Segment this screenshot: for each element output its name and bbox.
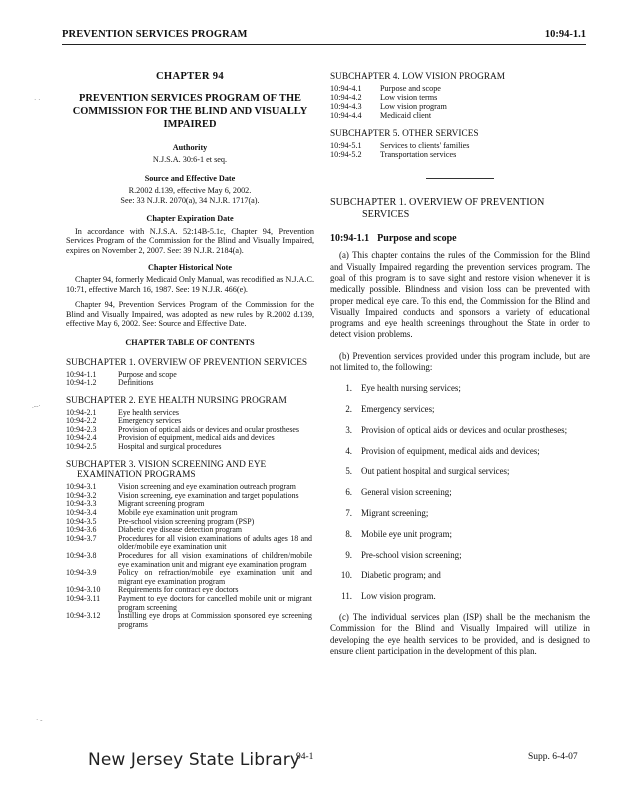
toc-entry-title: Vision screening, eye examination and target populations bbox=[118, 490, 299, 500]
toc-entry-number: 10:94-1.2 bbox=[66, 378, 97, 388]
toc-subchapter-4-heading: SUBCHAPTER 4. LOW VISION PROGRAM bbox=[330, 72, 506, 82]
expiration-heading: Chapter Expiration Date bbox=[146, 214, 234, 224]
list-item-text: Out patient hospital and surgical services; bbox=[361, 466, 510, 477]
list-item-number: 9. bbox=[345, 549, 352, 560]
toc-entry-title: Low vision terms bbox=[380, 92, 438, 102]
running-header-title: PREVENTION SERVICES PROGRAM bbox=[62, 29, 248, 40]
section-heading bbox=[330, 233, 590, 244]
toc-entry-title: Transportation services bbox=[380, 150, 457, 160]
history-heading: Chapter Historical Note bbox=[148, 263, 232, 273]
expiration-text: In accordance with N.J.S.A. 52:14B-5.1c, Chapter 94, Prevention Services Program of the Commission for the Blind and Visually Impaired, expires on November 2, 2007. See: 39 N.J.R. 2184(a). bbox=[66, 226, 314, 255]
toc-entry-number: 10:94-3.6 bbox=[66, 525, 97, 535]
list-item-number: 8. bbox=[345, 528, 352, 539]
toc-entry-title: Instilling eye drops at Commission sponsored eye screening programs bbox=[118, 611, 312, 629]
left-column bbox=[66, 72, 314, 637]
list-item bbox=[330, 425, 590, 436]
list-item bbox=[330, 570, 590, 581]
scan-mark: · · bbox=[34, 96, 41, 104]
list-item-text: Emergency services; bbox=[361, 404, 435, 415]
toc-subchapter-3-heading: SUBCHAPTER 3. VISION SCREENING AND EYE EXAMINATION PROGRAMS bbox=[66, 459, 267, 481]
toc-entry-title: Mobile eye examination unit program bbox=[118, 507, 238, 517]
toc-entry-title: Diabetic eye disease detection program bbox=[118, 525, 243, 535]
toc-entry-title: Medicaid client bbox=[380, 110, 432, 120]
scan-mark: · - bbox=[36, 716, 43, 724]
toc-entry-title: Definitions bbox=[118, 378, 154, 388]
toc-entry-number: 10:94-4.2 bbox=[330, 92, 362, 102]
subchapter-1-heading-line-2: SERVICES bbox=[362, 209, 410, 221]
running-header bbox=[62, 28, 586, 45]
toc-entry bbox=[66, 595, 314, 612]
toc-entry-title: Provision of optical aids or devices and ocular prostheses bbox=[118, 424, 300, 434]
list-item bbox=[330, 446, 590, 457]
history-para-1: Chapter 94, formerly Medicaid Only Manual, was recodified as N.J.A.C. 10:71, effective March 16, 1987. See: 19 N.J.R. 466(e). bbox=[66, 275, 314, 294]
toc-subchapter-2-heading: SUBCHAPTER 2. EYE HEALTH NURSING PROGRAM bbox=[66, 395, 287, 406]
list-item-number: 10. bbox=[340, 570, 352, 581]
toc-entry-number: 10:94-5.1 bbox=[330, 141, 362, 151]
subchapter-1-heading bbox=[330, 197, 590, 221]
toc-entry-title: Provision of equipment, medical aids and devices bbox=[118, 433, 275, 443]
toc-entry-number: 10:94-2.4 bbox=[66, 433, 97, 443]
toc-entry-title: Pre-school vision screening program (PSP) bbox=[118, 516, 255, 526]
services-list bbox=[330, 383, 590, 602]
list-item bbox=[330, 550, 590, 561]
toc-entry-title: Vision screening and eye examination outreach program bbox=[118, 482, 296, 492]
toc-entry-title: Emergency services bbox=[118, 416, 182, 426]
toc-entry bbox=[66, 409, 314, 418]
toc-entry bbox=[330, 112, 447, 121]
toc-entry-title: Policy on refraction/mobile eye examination unit and migrant eye examination program bbox=[118, 568, 312, 586]
toc-title: CHAPTER TABLE OF CONTENTS bbox=[125, 338, 255, 348]
toc-subchapter-3 bbox=[66, 483, 314, 629]
source-text bbox=[66, 186, 314, 205]
toc-entry-title: Purpose and scope bbox=[380, 83, 441, 93]
list-item-text: General vision screening; bbox=[361, 487, 452, 498]
authority-text: N.J.S.A. 30:6-1 et seq. bbox=[152, 155, 228, 165]
page-number: 94-1 bbox=[296, 752, 314, 762]
list-item-number: 1. bbox=[345, 383, 352, 394]
toc-entry-title: Procedures for all vision examinations of children/mobile eye examination unit and migrant eye examination program bbox=[118, 550, 312, 569]
list-item-number: 2. bbox=[345, 404, 352, 415]
source-heading: Source and Effective Date bbox=[144, 173, 236, 183]
paragraph-b: (b) Prevention services provided under this program include, but are not limited to, the following: bbox=[330, 350, 590, 372]
toc-entry bbox=[66, 535, 314, 552]
toc-entry-number: 10:94-3.2 bbox=[66, 490, 97, 500]
toc-entry-number: 10:94-5.2 bbox=[330, 150, 362, 160]
toc-entry-number: 10:94-1.1 bbox=[66, 369, 97, 379]
list-item-text: Eye health nursing services; bbox=[361, 383, 461, 394]
toc-entry-title: Low vision program bbox=[380, 101, 447, 111]
toc-entry bbox=[66, 443, 314, 452]
list-item bbox=[330, 383, 590, 394]
list-item-number: 3. bbox=[345, 424, 352, 435]
toc-entry-title: Migrant screening program bbox=[118, 499, 205, 509]
scan-mark: .--· bbox=[32, 402, 41, 410]
toc-entry bbox=[66, 569, 314, 586]
list-item bbox=[330, 529, 590, 540]
list-item-text: Diabetic program; and bbox=[361, 570, 441, 581]
toc-entry bbox=[66, 612, 314, 629]
toc-entry-number: 10:94-4.1 bbox=[330, 83, 362, 93]
toc-entry-number: 10:94-3.1 bbox=[66, 482, 97, 492]
list-item bbox=[330, 404, 590, 415]
toc-entry-number: 10:94-4.3 bbox=[330, 101, 362, 111]
toc-entry-number: 10:94-3.7 bbox=[66, 533, 97, 543]
list-item-text: Low vision program. bbox=[361, 591, 436, 602]
toc-entry-number: 10:94-2.3 bbox=[66, 424, 97, 434]
toc-entry-number: 10:94-3.4 bbox=[66, 507, 97, 517]
list-item-number: 4. bbox=[345, 445, 352, 456]
subchapter-1-heading-line-1: SUBCHAPTER 1. OVERVIEW OF PREVENTION bbox=[330, 197, 545, 209]
list-item bbox=[330, 591, 590, 602]
toc-entry-title: Requirements for contract eye doctors bbox=[118, 585, 239, 595]
toc-entry-number: 10:94-3.5 bbox=[66, 516, 97, 526]
toc-entry-number: 10:94-3.12 bbox=[66, 611, 101, 621]
list-item bbox=[330, 466, 590, 477]
list-item-number: 5. bbox=[345, 466, 352, 477]
supplement-date: Supp. 6-4-07 bbox=[528, 752, 578, 762]
toc-entry-title: Services to clients' families bbox=[380, 141, 470, 151]
toc-entry-title: Procedures for all vision examinations of adults ages 18 and older/mobile eye examination unit bbox=[118, 533, 312, 552]
list-item-text: Provision of equipment, medical aids and devices; bbox=[361, 445, 540, 456]
toc-entry-number: 10:94-3.8 bbox=[66, 550, 97, 560]
list-item-text: Mobile eye unit program; bbox=[361, 528, 452, 539]
toc-subchapter-1-heading: SUBCHAPTER 1. OVERVIEW OF PREVENTION SERVICES bbox=[66, 357, 308, 368]
history-para-2: Chapter 94, Prevention Services Program of the Commission for the Blind and Visually Impaired, was adopted as new rules by R.2002 d.139, effective May 6, 2002. See: Source and Effective Date. bbox=[66, 300, 314, 329]
toc-entry-number: 10:94-4.4 bbox=[330, 110, 362, 120]
list-item-text: Migrant screening; bbox=[361, 508, 429, 519]
toc-entry-title: Eye health services bbox=[118, 407, 179, 417]
toc-entry-number: 10:94-3.3 bbox=[66, 499, 97, 509]
running-header-section: 10:94-1.1 bbox=[544, 29, 586, 40]
toc-entry-number: 10:94-2.2 bbox=[66, 416, 97, 426]
toc-subchapter-2 bbox=[66, 409, 314, 452]
chapter-number: CHAPTER 94 bbox=[155, 71, 225, 82]
paragraph-a: (a) This chapter contains the rules of the Commission for the Blind and Visually Impaired regarding the prevention services program. The goal of this program is to save sight and restore vision whenever it is medically possible. Blindness and vision loss can be prevented with proper medical eye care. To this end, the Commission for the Blind and Visually Impaired conducts and sponsors a variety of educational programs and eye health screenings throughout the State in order to detect vision problems. bbox=[330, 250, 590, 340]
section-title: Purpose and scope bbox=[377, 233, 457, 245]
list-item-number: 6. bbox=[345, 487, 352, 498]
list-item-number: 11. bbox=[341, 591, 352, 602]
toc-subchapter-1 bbox=[66, 371, 314, 388]
list-item bbox=[330, 487, 590, 498]
paragraph-c: (c) The individual services plan (ISP) shall be the mechanism the Commission for the Blind and Visually Impaired will utilize in developing the eye health services to be provided, and is designed to ensure client participation in the development of this plan. bbox=[330, 612, 590, 656]
toc-entry-title: Payment to eye doctors for cancelled mobile unit or migrant program screening bbox=[118, 593, 312, 612]
toc-entry-number: 10:94-2.1 bbox=[66, 407, 97, 417]
toc-subchapter-4 bbox=[330, 85, 447, 121]
list-item-text: Pre-school vision screening; bbox=[361, 549, 462, 560]
authority-heading: Authority bbox=[172, 142, 208, 152]
section-divider bbox=[426, 178, 494, 179]
list-item bbox=[330, 508, 590, 519]
toc-entry-number: 10:94-3.10 bbox=[66, 585, 101, 595]
library-stamp: New Jersey State Library bbox=[88, 750, 300, 770]
source-line-2: See: 33 N.J.R. 2070(a), 34 N.J.R. 1717(a). bbox=[120, 195, 260, 205]
toc-entry-number: 10:94-3.9 bbox=[66, 568, 97, 578]
toc-entry-title: Hospital and surgical procedures bbox=[118, 442, 222, 452]
toc-entry bbox=[66, 379, 314, 388]
toc-entry-number: 10:94-3.11 bbox=[66, 593, 101, 603]
section-number: 10:94-1.1 bbox=[330, 233, 370, 245]
chapter-title: PREVENTION SERVICES PROGRAM OF THE COMMISSION FOR THE BLIND AND VISUALLY IMPAIRED bbox=[72, 93, 308, 130]
toc-subchapter-5-heading: SUBCHAPTER 5. OTHER SERVICES bbox=[330, 129, 479, 140]
toc-entry bbox=[330, 151, 469, 160]
source-line-1: R.2002 d.139, effective May 6, 2002. bbox=[128, 186, 252, 196]
right-column bbox=[330, 72, 590, 667]
list-item-number: 7. bbox=[345, 508, 352, 519]
list-item-text: Provision of optical aids or devices and ocular prostheses; bbox=[361, 424, 568, 435]
toc-entry-number: 10:94-2.5 bbox=[66, 442, 97, 452]
toc-entry-title: Purpose and scope bbox=[118, 369, 177, 379]
toc-entry bbox=[66, 552, 314, 569]
toc-entry bbox=[66, 371, 314, 380]
toc-subchapter-5 bbox=[330, 142, 469, 160]
